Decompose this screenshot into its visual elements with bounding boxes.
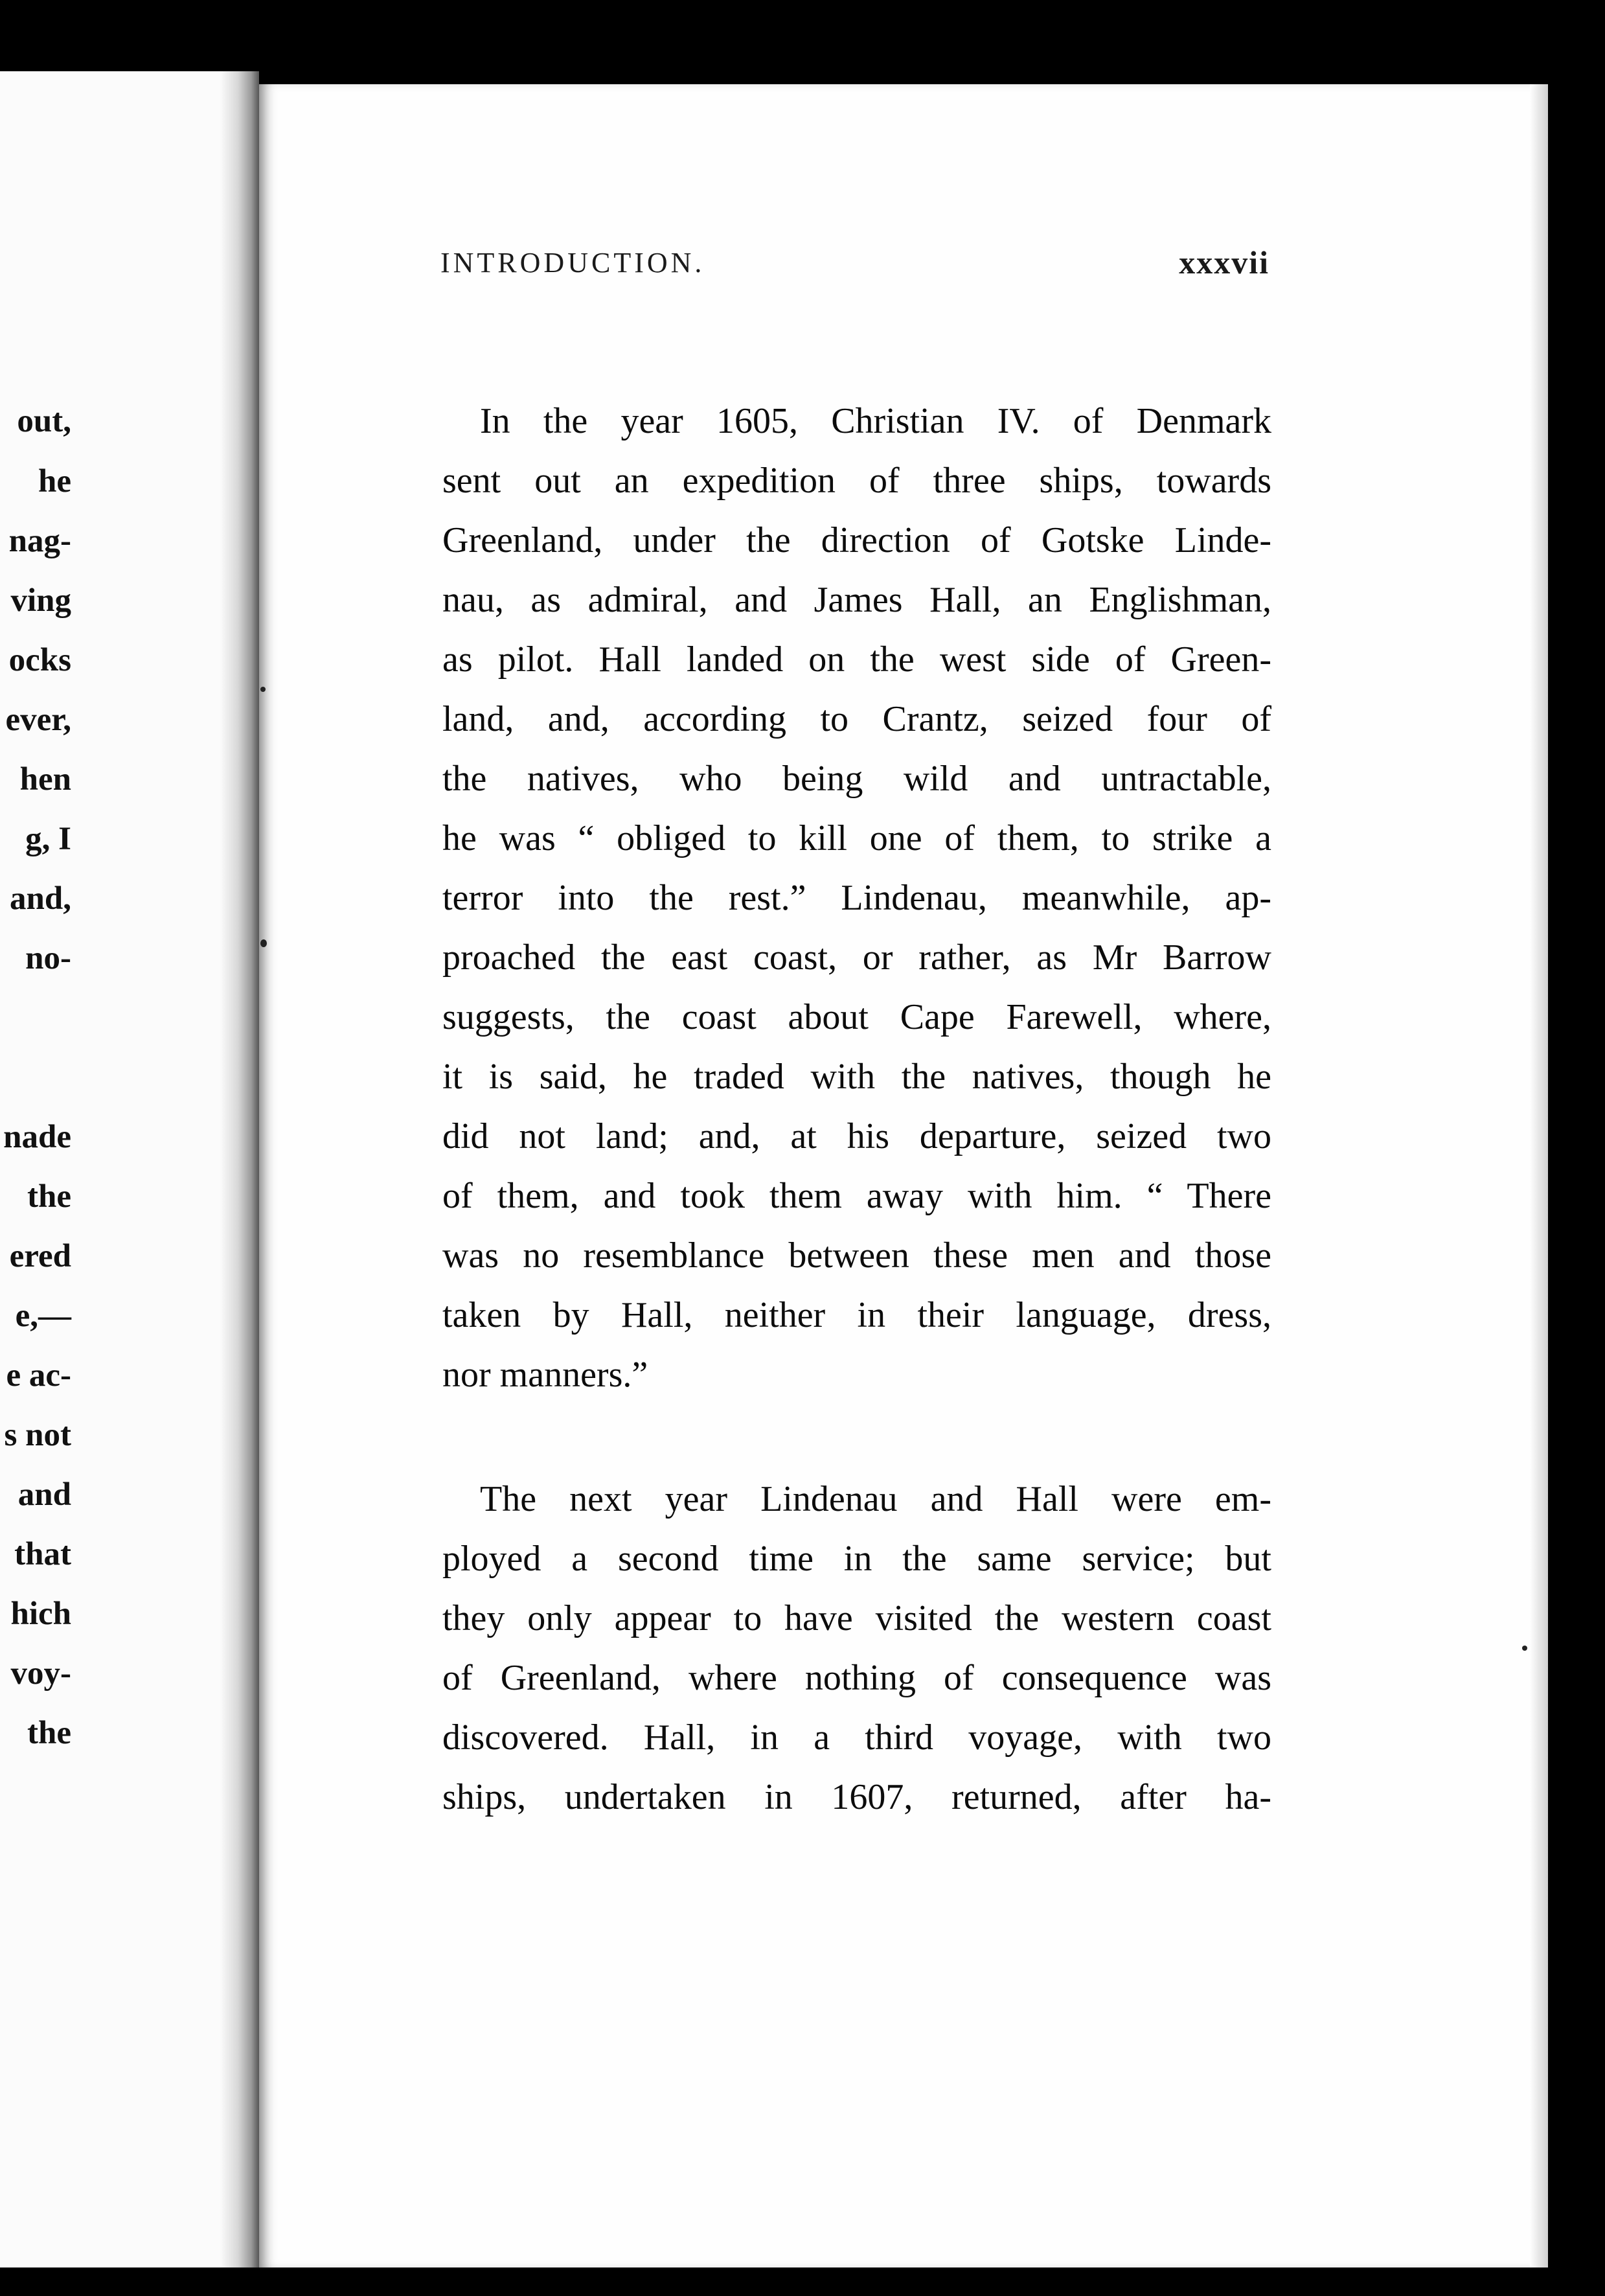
text-line: The next year Lindenau and Hall were em-	[480, 1479, 1271, 1519]
left-fragment: and	[17, 1476, 71, 1513]
left-fragment: hen	[19, 761, 71, 798]
left-fragment: he	[38, 463, 71, 499]
left-fragment: hich	[10, 1596, 71, 1632]
text-line: ships, undertaken in 1607, returned, after ha-	[442, 1777, 1271, 1817]
text-line: In the year 1605, Christian IV. of Denmark	[480, 401, 1271, 441]
left-fragment: ocks	[8, 642, 71, 678]
text-line: was no resemblance between these men and those	[442, 1235, 1271, 1276]
text-line: as pilot. Hall landed on the west side of Green-	[442, 639, 1271, 680]
left-fragment: e ac-	[6, 1357, 71, 1394]
left-fragment: and,	[10, 880, 71, 917]
left-fragment: voy-	[10, 1655, 71, 1692]
text-line: they only appear to have visited the western coast	[442, 1598, 1271, 1638]
left-fragment: that	[14, 1536, 71, 1572]
text-line: it is said, he traded with the natives, though he	[442, 1057, 1271, 1097]
paper-speck	[1522, 1646, 1527, 1651]
running-title: INTRODUCTION.	[440, 247, 705, 279]
text-line: of Greenland, where nothing of consequence was	[442, 1658, 1271, 1698]
left-fragment: nag-	[8, 523, 71, 559]
page-number: xxxvii	[1179, 244, 1269, 281]
paper-speck	[260, 939, 267, 947]
left-fragment: s not	[4, 1417, 71, 1453]
text-line: ployed a second time in the same service; but	[442, 1539, 1271, 1579]
text-line: sent out an expedition of three ships, towards	[442, 461, 1271, 501]
text-line: nau, as admiral, and James Hall, an Englishman,	[442, 580, 1271, 620]
left-fragment: nade	[3, 1119, 71, 1155]
text-line: suggests, the coast about Cape Farewell, where,	[442, 997, 1271, 1037]
left-fragment: the	[27, 1715, 71, 1751]
left-fragment: the	[27, 1178, 71, 1215]
text-line: he was “ obliged to kill one of them, to strike a	[442, 818, 1271, 858]
left-fragment: ving	[10, 582, 71, 619]
text-line: Greenland, under the direction of Gotske Linde-	[442, 520, 1271, 560]
text-line: land, and, according to Crantz, seized four of	[442, 699, 1271, 739]
left-fragment: no-	[25, 940, 71, 976]
left-fragment: out,	[17, 403, 71, 439]
left-fragment: g, I	[25, 821, 71, 857]
text-line: terror into the rest.” Lindenau, meanwhile, ap-	[442, 878, 1271, 918]
text-line: the natives, who being wild and untractable,	[442, 759, 1271, 799]
text-line: discovered. Hall, in a third voyage, with two	[442, 1717, 1271, 1758]
left-fragment: ered	[9, 1238, 71, 1274]
text-line: did not land; and, at his departure, seized two	[442, 1116, 1271, 1156]
left-fragment: e,—	[15, 1298, 71, 1334]
text-line: taken by Hall, neither in their language, dress,	[442, 1295, 1271, 1335]
text-line: nor manners.”	[442, 1355, 648, 1395]
right-page-edge-shadow	[1530, 84, 1548, 2267]
text-line: of them, and took them away with him. “ There	[442, 1176, 1271, 1216]
left-page	[0, 71, 259, 2267]
text-line: proached the east coast, or rather, as Mr Barrow	[442, 937, 1271, 978]
left-page-gutter-shadow	[220, 71, 259, 2267]
paper-speck	[260, 687, 266, 692]
left-fragment: ever,	[5, 702, 71, 738]
